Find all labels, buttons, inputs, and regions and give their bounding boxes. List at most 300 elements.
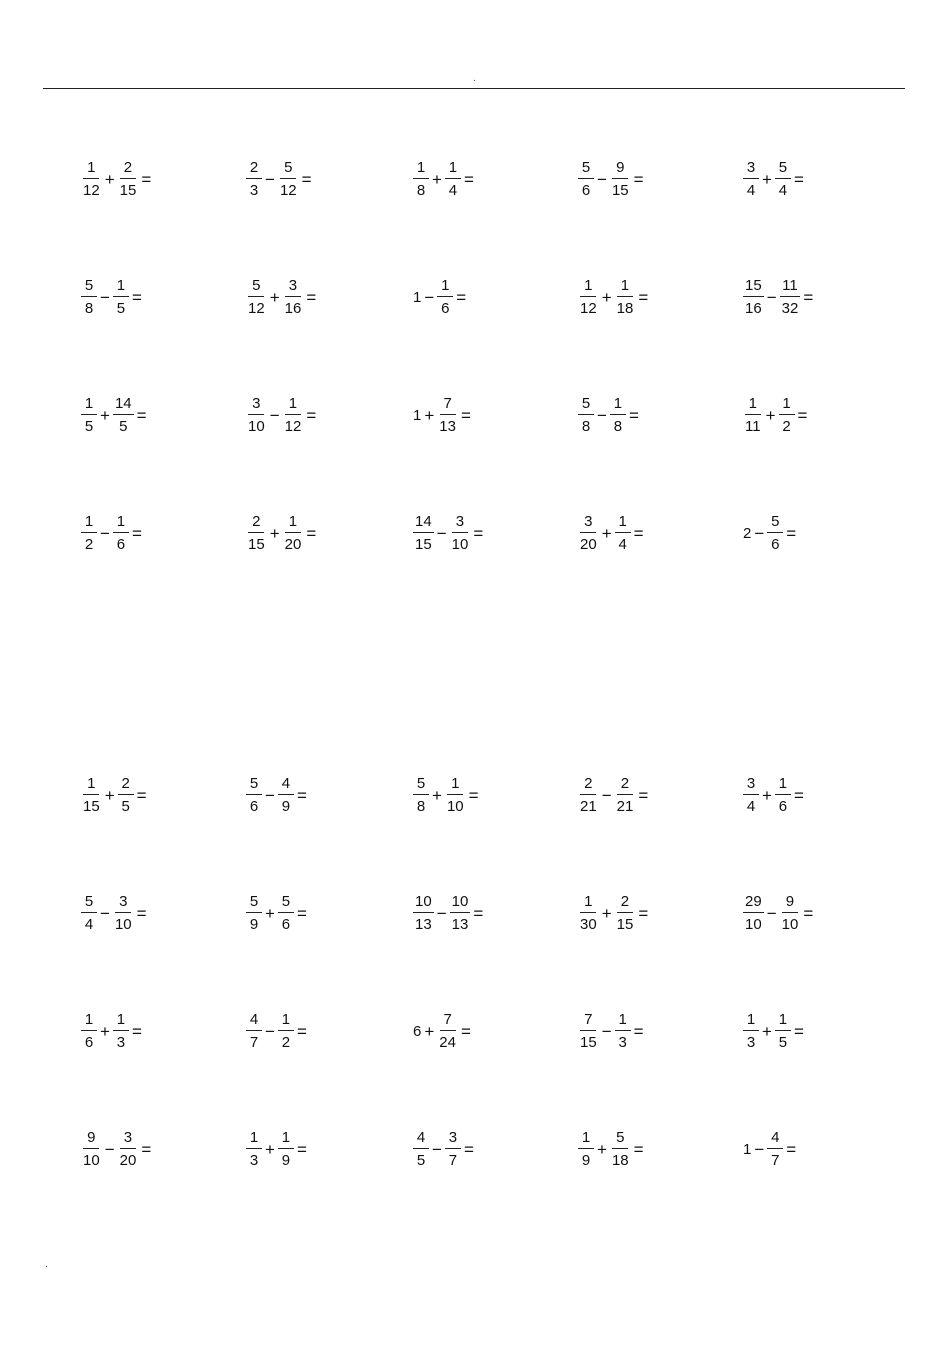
denominator: 2	[782, 418, 791, 435]
equals-sign: =	[460, 405, 471, 425]
numerator: 2	[248, 514, 264, 533]
fraction-left	[245, 894, 263, 932]
denominator: 6	[441, 300, 450, 317]
numerator: 2	[580, 776, 596, 795]
minus-sign: −	[754, 523, 765, 543]
denominator: 15	[119, 182, 137, 199]
equals-sign: =	[131, 1021, 142, 1041]
denominator: 3	[249, 182, 259, 199]
denominator: 5	[416, 1152, 426, 1169]
problem-item	[577, 776, 648, 814]
plus-sign: +	[762, 785, 772, 805]
problem-item	[742, 1012, 804, 1050]
problem-item	[742, 396, 807, 434]
fraction-right	[778, 396, 796, 434]
fraction-left	[412, 514, 435, 552]
problem-item	[245, 894, 307, 932]
problem-item	[80, 160, 151, 198]
plus-sign: +	[424, 405, 435, 425]
fraction-right	[614, 1012, 632, 1050]
problem-item	[742, 1130, 796, 1168]
denominator: 2	[84, 536, 94, 553]
equals-sign: =	[463, 1139, 474, 1159]
problem-item	[577, 160, 644, 198]
equals-sign: =	[793, 785, 804, 805]
denominator: 8	[613, 418, 623, 435]
numerator: 1	[615, 1012, 631, 1031]
denominator: 15	[580, 1034, 597, 1051]
minus-sign: −	[265, 1021, 275, 1041]
denominator: 16	[284, 300, 302, 317]
denominator: 8	[581, 418, 591, 435]
equals-sign: =	[131, 523, 142, 543]
fraction-left	[577, 514, 600, 552]
denominator: 12	[284, 418, 302, 435]
numerator: 1	[413, 160, 429, 179]
denominator: 4	[778, 182, 788, 199]
minus-sign: −	[766, 903, 777, 923]
fraction-left	[577, 160, 595, 198]
fraction-right	[779, 278, 802, 316]
numerator: 1	[578, 1130, 594, 1149]
equals-sign: =	[633, 1021, 644, 1041]
fraction-right	[444, 776, 467, 814]
denominator: 15	[616, 916, 634, 933]
equals-sign: =	[136, 405, 147, 425]
numerator: 4	[767, 1130, 783, 1149]
fraction-right	[779, 894, 802, 932]
fraction-left	[80, 514, 98, 552]
denominator: 11	[745, 418, 761, 435]
plus-sign: +	[100, 405, 110, 425]
problem-item	[412, 1130, 474, 1168]
problem-item	[412, 776, 479, 814]
numerator: 3	[743, 776, 759, 795]
fraction-left	[245, 514, 268, 552]
plus-sign: +	[269, 523, 280, 543]
fraction-left	[742, 278, 765, 316]
denominator: 15	[83, 798, 100, 815]
numerator: 5	[578, 160, 594, 179]
equals-sign: =	[633, 523, 644, 543]
fraction-left	[80, 894, 98, 932]
problem-row	[0, 514, 950, 632]
plus-sign: +	[265, 903, 275, 923]
numerator: 4	[278, 776, 294, 795]
plus-sign: +	[432, 785, 442, 805]
fraction-right	[436, 396, 459, 434]
fraction-right	[112, 396, 135, 434]
problem-row	[0, 894, 950, 1012]
numerator: 7	[440, 1012, 456, 1031]
equals-sign: =	[638, 287, 649, 307]
denominator: 15	[611, 182, 629, 199]
fraction-left	[577, 1012, 600, 1050]
plus-sign: +	[432, 169, 442, 189]
fraction-right	[436, 1012, 459, 1050]
minus-sign: −	[432, 1139, 442, 1159]
plus-sign: +	[100, 1021, 110, 1041]
fraction-left	[80, 278, 98, 316]
fraction-left	[80, 160, 103, 198]
equals-sign: =	[786, 1139, 797, 1159]
equals-sign: =	[141, 1139, 152, 1159]
numerator: 5	[775, 160, 791, 179]
fraction-left	[245, 776, 263, 814]
numerator: 2	[118, 776, 134, 795]
denominator: 10	[451, 536, 469, 553]
equals-sign: =	[131, 287, 142, 307]
numerator: 1	[285, 514, 301, 533]
problem-item	[80, 1130, 151, 1168]
problem-item	[412, 514, 483, 552]
fraction-left	[742, 396, 764, 434]
equals-sign: =	[803, 287, 814, 307]
problem-row	[0, 278, 950, 396]
plus-sign: +	[265, 1139, 275, 1159]
denominator: 9	[581, 1152, 591, 1169]
equals-sign: =	[460, 1021, 471, 1041]
denominator: 24	[439, 1034, 456, 1051]
fraction-left	[80, 1012, 98, 1050]
equals-sign: =	[296, 1021, 307, 1041]
numerator: 14	[413, 514, 434, 533]
minus-sign: −	[100, 523, 110, 543]
fraction-left	[577, 396, 595, 434]
denominator: 7	[249, 1034, 259, 1051]
denominator: 4	[746, 798, 756, 815]
header-mark: .	[473, 73, 476, 84]
denominator: 18	[611, 1152, 629, 1169]
denominator: 4	[746, 182, 756, 199]
fraction-left	[577, 278, 600, 316]
fraction-left	[742, 894, 765, 932]
equals-sign: =	[633, 1139, 644, 1159]
equals-sign: =	[793, 1021, 804, 1041]
numerator: 1	[775, 776, 791, 795]
plus-sign: +	[597, 1139, 607, 1159]
fraction-right	[277, 776, 295, 814]
denominator: 8	[84, 300, 94, 317]
denominator: 13	[451, 916, 469, 933]
equals-sign: =	[306, 405, 317, 425]
problem-item	[80, 514, 142, 552]
equals-sign: =	[633, 169, 644, 189]
fraction-right	[614, 278, 637, 316]
fraction-left	[245, 1012, 263, 1050]
footer-mark: .	[45, 1259, 48, 1270]
fraction-right	[766, 514, 784, 552]
equals-sign: =	[803, 903, 814, 923]
denominator: 16	[745, 300, 762, 317]
whole-number-left: 1	[413, 406, 422, 424]
numerator: 9	[83, 1130, 99, 1149]
equals-sign: =	[638, 903, 649, 923]
equals-sign: =	[456, 287, 467, 307]
plus-sign: +	[601, 287, 612, 307]
minus-sign: −	[436, 903, 447, 923]
fraction-left	[742, 160, 760, 198]
denominator: 15	[415, 536, 432, 553]
denominator: 20	[119, 1152, 137, 1169]
numerator: 10	[413, 894, 434, 913]
numerator: 3	[285, 278, 301, 297]
problem-item	[577, 1130, 644, 1168]
plus-sign: +	[104, 785, 115, 805]
denominator: 12	[83, 182, 100, 199]
numerator: 9	[782, 894, 798, 913]
equals-sign: =	[797, 405, 808, 425]
denominator: 3	[746, 1034, 756, 1051]
numerator: 1	[113, 514, 129, 533]
numerator: 1	[445, 160, 461, 179]
numerator: 1	[580, 894, 596, 913]
plus-sign: +	[762, 169, 772, 189]
fraction-left	[577, 894, 600, 932]
equals-sign: =	[301, 169, 312, 189]
numerator: 1	[246, 1130, 262, 1149]
denominator: 21	[616, 798, 634, 815]
equals-sign: =	[136, 785, 147, 805]
numerator: 9	[612, 160, 628, 179]
fraction-right	[614, 894, 637, 932]
equals-sign: =	[296, 1139, 307, 1159]
fraction-right	[277, 894, 295, 932]
minus-sign: −	[104, 1139, 115, 1159]
whole-number-left: 2	[743, 524, 752, 542]
equals-sign: =	[306, 287, 317, 307]
denominator: 8	[416, 798, 426, 815]
problem-item	[742, 278, 813, 316]
fraction-right	[112, 1012, 130, 1050]
problem-item	[80, 278, 142, 316]
problem-item	[577, 396, 639, 434]
fraction-left	[742, 776, 760, 814]
problem-item	[577, 514, 644, 552]
numerator: 1	[615, 514, 631, 533]
denominator: 30	[580, 916, 597, 933]
denominator: 3	[116, 1034, 126, 1051]
denominator: 6	[778, 798, 788, 815]
numerator: 1	[113, 1012, 129, 1031]
fraction-right	[117, 776, 135, 814]
denominator: 13	[439, 418, 456, 435]
minus-sign: −	[269, 405, 280, 425]
equals-sign: =	[141, 169, 152, 189]
problem-item	[80, 776, 147, 814]
denominator: 20	[580, 536, 597, 553]
numerator: 1	[83, 776, 99, 795]
numerator: 1	[437, 278, 453, 297]
denominator: 5	[116, 300, 126, 317]
numerator: 1	[278, 1130, 294, 1149]
fraction-right	[774, 1012, 792, 1050]
fraction-right	[112, 894, 135, 932]
minus-sign: −	[601, 1021, 612, 1041]
problem-item	[577, 278, 648, 316]
fraction-right	[774, 160, 792, 198]
whole-number-left: 6	[413, 1022, 422, 1040]
numerator: 1	[81, 514, 97, 533]
numerator: 1	[745, 396, 761, 415]
problem-item	[412, 278, 466, 316]
plus-sign: +	[424, 1021, 435, 1041]
numerator: 1	[617, 278, 633, 297]
numerator: 3	[743, 160, 759, 179]
fraction-right	[112, 514, 130, 552]
numerator: 5	[246, 894, 262, 913]
fraction-left	[245, 160, 263, 198]
denominator: 9	[281, 798, 291, 815]
numerator: 2	[617, 776, 633, 795]
header-rule	[43, 88, 905, 89]
numerator: 5	[280, 160, 296, 179]
plus-sign: +	[601, 903, 612, 923]
fraction-right	[282, 278, 305, 316]
problem-item	[577, 1012, 644, 1050]
denominator: 18	[616, 300, 634, 317]
denominator: 6	[249, 798, 259, 815]
denominator: 10	[781, 916, 799, 933]
problem-row	[0, 1130, 950, 1248]
minus-sign: −	[436, 523, 447, 543]
denominator: 4	[448, 182, 458, 199]
fraction-left	[245, 278, 268, 316]
denominator: 20	[284, 536, 302, 553]
fraction-left	[577, 776, 600, 814]
numerator: 1	[779, 396, 795, 415]
minus-sign: −	[265, 169, 275, 189]
denominator: 8	[416, 182, 426, 199]
numerator: 5	[248, 278, 264, 297]
problem-block-1	[0, 160, 950, 632]
denominator: 21	[580, 798, 597, 815]
numerator: 2	[120, 160, 136, 179]
numerator: 1	[81, 396, 97, 415]
fraction-left	[577, 1130, 595, 1168]
problem-item	[80, 894, 147, 932]
minus-sign: −	[754, 1139, 765, 1159]
denominator: 2	[281, 1034, 291, 1051]
denominator: 10	[446, 798, 464, 815]
denominator: 12	[580, 300, 597, 317]
fraction-left	[80, 776, 103, 814]
numerator: 4	[413, 1130, 429, 1149]
denominator: 3	[249, 1152, 259, 1169]
problem-row	[0, 776, 950, 894]
problem-item	[80, 396, 147, 434]
minus-sign: −	[597, 405, 607, 425]
denominator: 5	[84, 418, 94, 435]
denominator: 15	[248, 536, 265, 553]
fraction-right	[609, 1130, 632, 1168]
fraction-right	[449, 514, 472, 552]
whole-number-left: 1	[413, 288, 422, 306]
numerator: 15	[743, 278, 764, 297]
numerator: 10	[450, 894, 471, 913]
numerator: 2	[246, 160, 262, 179]
fraction-right	[609, 396, 627, 434]
numerator: 3	[248, 396, 264, 415]
problem-item	[80, 1012, 142, 1050]
equals-sign: =	[786, 523, 797, 543]
denominator: 9	[281, 1152, 291, 1169]
problem-item	[742, 776, 804, 814]
problem-row	[0, 396, 950, 514]
problem-item	[245, 1130, 307, 1168]
plus-sign: +	[765, 405, 776, 425]
denominator: 6	[281, 916, 291, 933]
numerator: 4	[246, 1012, 262, 1031]
problem-item	[245, 776, 307, 814]
numerator: 5	[413, 776, 429, 795]
equals-sign: =	[473, 903, 484, 923]
numerator: 5	[81, 278, 97, 297]
denominator: 7	[771, 1152, 780, 1169]
fraction-right	[277, 1012, 295, 1050]
minus-sign: −	[100, 287, 110, 307]
denominator: 6	[581, 182, 591, 199]
numerator: 5	[81, 894, 97, 913]
denominator: 6	[116, 536, 126, 553]
fraction-right	[277, 160, 300, 198]
minus-sign: −	[601, 785, 612, 805]
equals-sign: =	[628, 405, 639, 425]
fraction-right	[614, 776, 637, 814]
fraction-left	[412, 776, 430, 814]
problem-item	[577, 894, 648, 932]
equals-sign: =	[468, 785, 479, 805]
denominator: 10	[745, 916, 762, 933]
numerator: 5	[767, 514, 783, 533]
fraction-left	[412, 1130, 430, 1168]
fraction-right	[282, 514, 305, 552]
numerator: 1	[83, 160, 99, 179]
numerator: 5	[246, 776, 262, 795]
denominator: 10	[248, 418, 265, 435]
problem-row	[0, 1012, 950, 1130]
fraction-right	[282, 396, 305, 434]
numerator: 1	[775, 1012, 791, 1031]
denominator: 4	[618, 536, 627, 553]
plus-sign: +	[601, 523, 612, 543]
equals-sign: =	[136, 903, 147, 923]
denominator: 6	[771, 536, 780, 553]
problem-item	[412, 396, 471, 434]
numerator: 1	[610, 396, 626, 415]
fraction-left	[80, 396, 98, 434]
fraction-right	[774, 776, 792, 814]
problem-item	[245, 160, 312, 198]
numerator: 7	[440, 396, 456, 415]
numerator: 1	[278, 1012, 294, 1031]
whole-number-left: 1	[743, 1140, 752, 1158]
equals-sign: =	[463, 169, 474, 189]
equals-sign: =	[793, 169, 804, 189]
denominator: 6	[84, 1034, 94, 1051]
numerator: 3	[445, 1130, 461, 1149]
denominator: 12	[279, 182, 297, 199]
fraction-right	[117, 160, 140, 198]
minus-sign: −	[597, 169, 607, 189]
numerator: 5	[578, 396, 594, 415]
numerator: 5	[278, 894, 294, 913]
plus-sign: +	[104, 169, 115, 189]
numerator: 14	[113, 396, 134, 415]
problem-row	[0, 160, 950, 278]
numerator: 3	[120, 1130, 136, 1149]
fraction-left	[80, 1130, 103, 1168]
